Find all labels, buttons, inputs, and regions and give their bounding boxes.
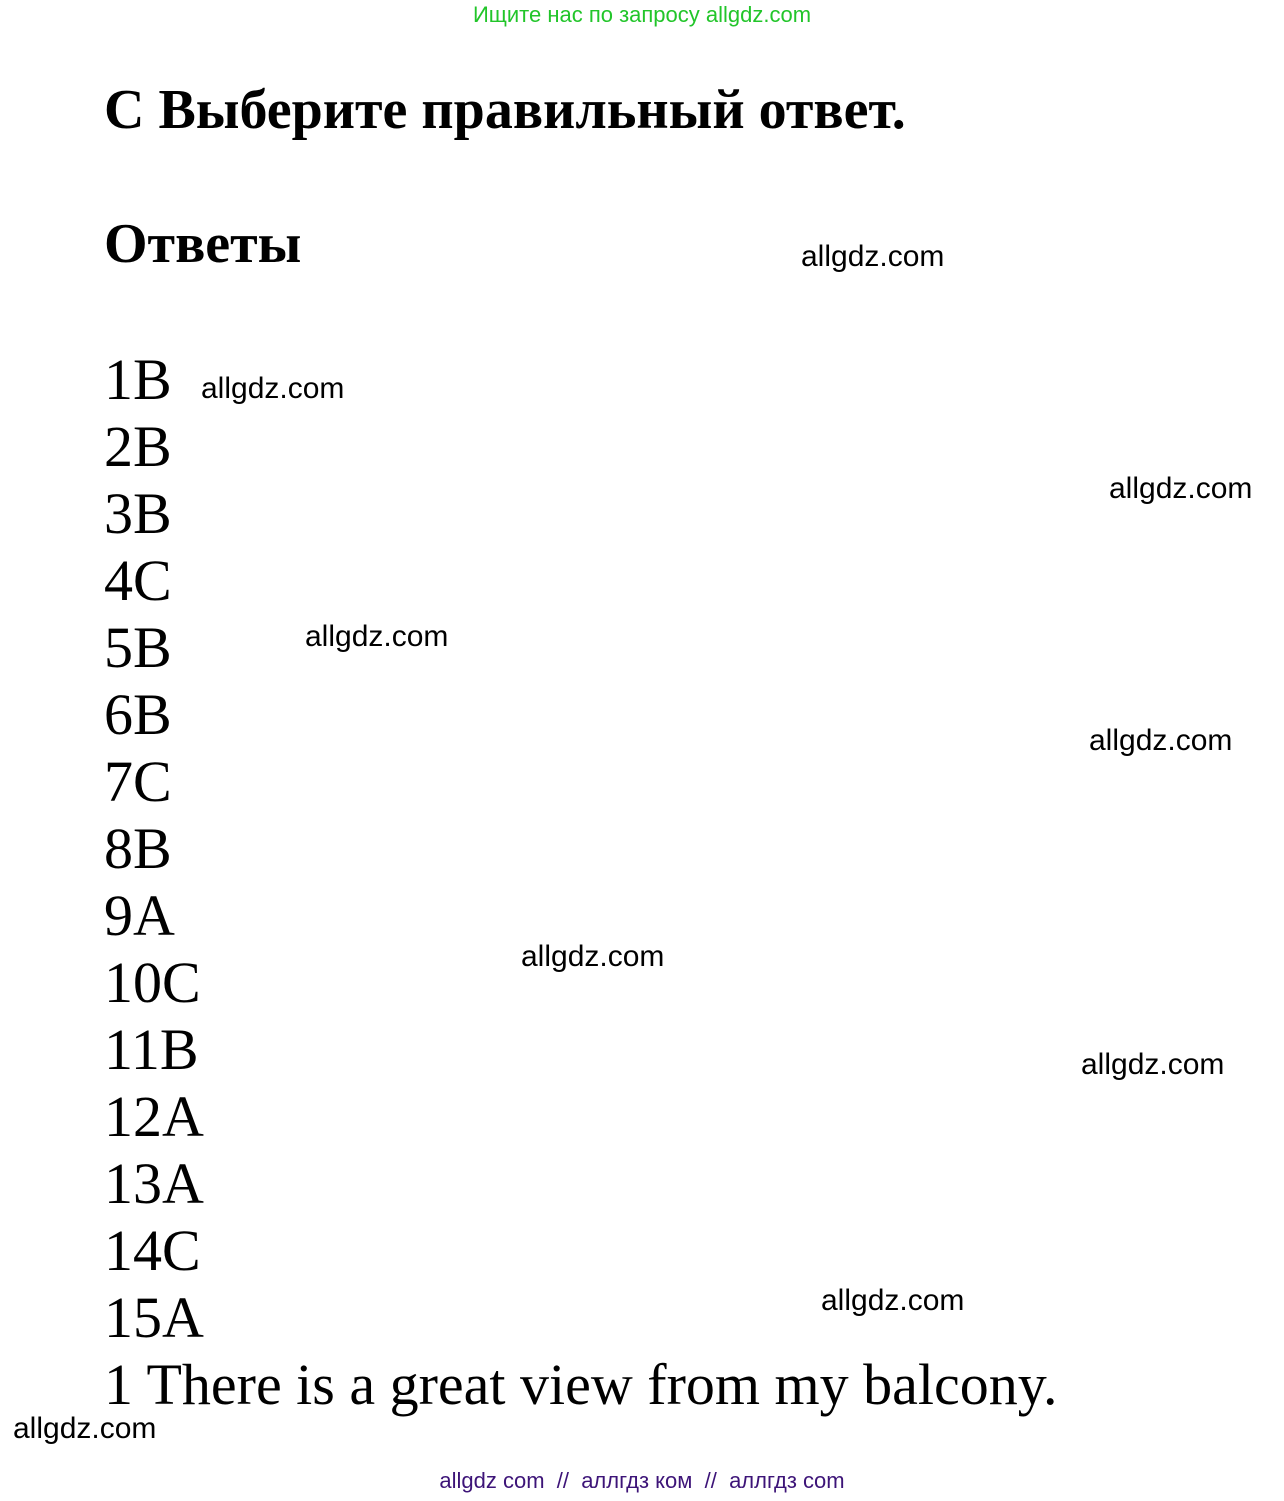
answer-item: 2B bbox=[104, 414, 172, 479]
watermark: allgdz.com bbox=[13, 1412, 157, 1445]
answer-item: 11B bbox=[104, 1017, 199, 1082]
watermark: allgdz.com bbox=[1089, 724, 1233, 757]
answer-item: 13A bbox=[104, 1151, 204, 1216]
answers-list bbox=[104, 346, 1057, 1418]
answer-item: 9A bbox=[104, 883, 175, 948]
answer-item: 14C bbox=[104, 1218, 201, 1283]
top-banner: Ищите нас по запросу allgdz.com bbox=[472, 2, 812, 27]
watermark: allgdz.com bbox=[801, 240, 945, 273]
answers-heading: Ответы bbox=[104, 213, 302, 275]
watermark: allgdz.com bbox=[1109, 472, 1253, 505]
answer-item: 3B bbox=[104, 481, 172, 546]
answer-item: 10C bbox=[104, 950, 201, 1015]
watermark: allgdz.com bbox=[821, 1284, 965, 1317]
answer-item: 4C bbox=[104, 548, 172, 613]
footer-links: allgdz com // аллгдз ком // аллгдз com bbox=[439, 1468, 845, 1493]
answer-item: 5B bbox=[104, 615, 172, 680]
answer-item: 7C bbox=[104, 749, 172, 814]
watermark: allgdz.com bbox=[1081, 1048, 1225, 1081]
answer-item: 15A bbox=[104, 1285, 204, 1350]
answer-item: 1B bbox=[104, 347, 172, 412]
watermark: allgdz.com bbox=[521, 940, 665, 973]
answer-item: 8B bbox=[104, 816, 172, 881]
exercise-heading: C Выберите правильный ответ. bbox=[104, 79, 906, 141]
answer-item: 6B bbox=[104, 682, 172, 747]
answer-item: 12A bbox=[104, 1084, 204, 1149]
answer-sentence: 1 There is a great view from my balcony. bbox=[104, 1352, 1058, 1417]
watermark: allgdz.com bbox=[201, 372, 345, 405]
watermark: allgdz.com bbox=[305, 620, 449, 653]
